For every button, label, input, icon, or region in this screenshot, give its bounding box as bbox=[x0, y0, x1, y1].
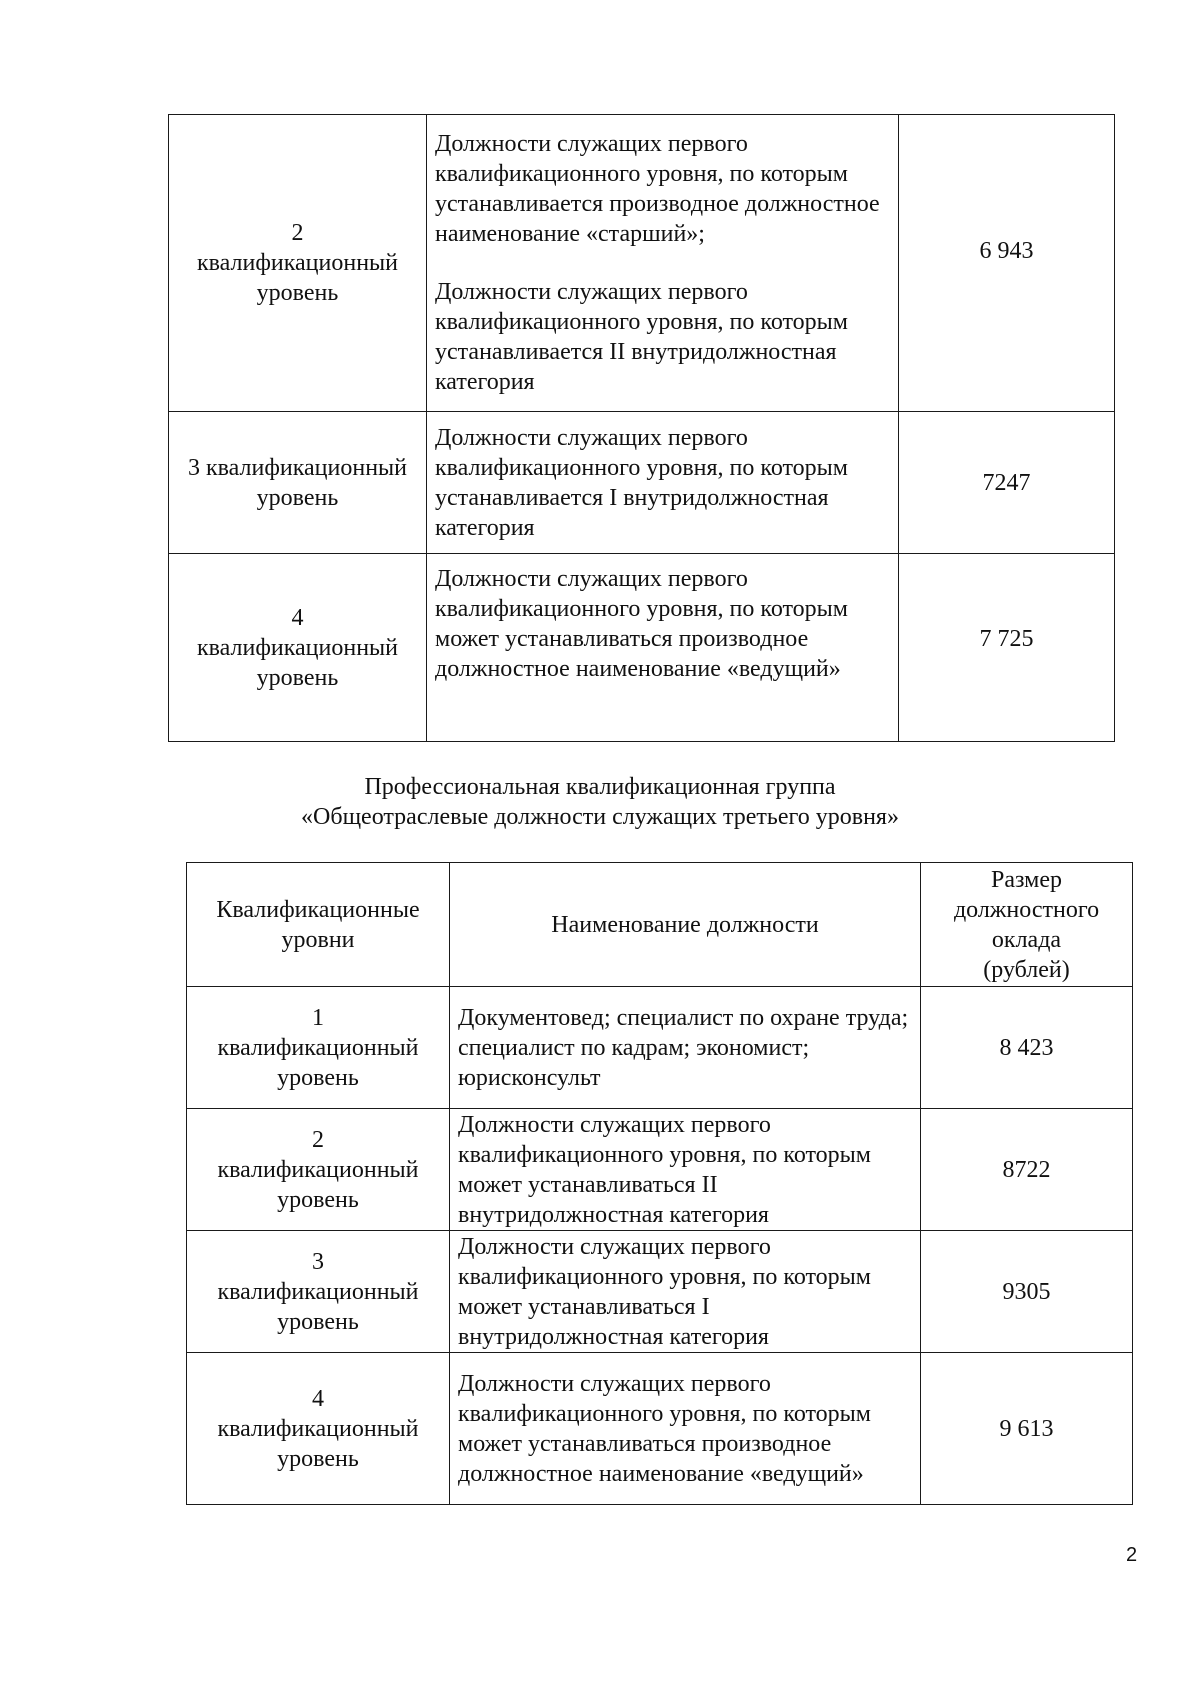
table-row bbox=[187, 1231, 1133, 1353]
table-row bbox=[169, 115, 1115, 412]
level-suffix: уровень bbox=[256, 664, 339, 691]
position-description-cell bbox=[427, 554, 899, 742]
level-cell bbox=[169, 115, 427, 412]
level-word: квалификационный bbox=[217, 1034, 419, 1061]
level-word: квалификационный bbox=[217, 1415, 419, 1442]
level-cell bbox=[169, 412, 427, 554]
level-number: 4 bbox=[291, 604, 304, 631]
level-cell bbox=[187, 1231, 450, 1353]
salary-amount: 9 613 bbox=[921, 1353, 1133, 1505]
level-cell bbox=[169, 554, 427, 742]
level-word: квалификационный bbox=[217, 1278, 419, 1305]
section-heading-line-1: Профессиональная квалификационная группа bbox=[364, 774, 836, 800]
column-header-levels: Квалификационные уровни bbox=[187, 863, 450, 987]
level-suffix: уровень bbox=[277, 1445, 359, 1472]
salary-table-first-level bbox=[168, 114, 1115, 742]
level-word: квалификационный bbox=[196, 250, 399, 276]
table-row bbox=[169, 554, 1115, 742]
salary-amount: 8722 bbox=[921, 1109, 1133, 1231]
position-description-cell bbox=[427, 115, 899, 412]
level-number: 2 bbox=[291, 220, 304, 246]
level-suffix: уровень bbox=[277, 1064, 359, 1091]
position-description: Документовед; специалист по охране труда; специалист по кадрам; экономист; юрисконсульт bbox=[450, 987, 921, 1109]
position-description: Должности служащих первого квалификационного уровня, по которым может устанавливаться I внутридолжностная категория bbox=[450, 1231, 921, 1353]
level-word: 3 квалификационный bbox=[187, 454, 408, 481]
level-suffix: уровень bbox=[277, 1186, 359, 1213]
position-description: Должности служащих первого квалификационного уровня, по которым устанавливается II внутридолжностная категория bbox=[435, 279, 848, 395]
level-number: 1 bbox=[312, 1004, 324, 1031]
salary-amount: 6 943 bbox=[899, 115, 1115, 412]
table-row bbox=[187, 1353, 1133, 1505]
level-suffix: уровень bbox=[277, 1308, 359, 1335]
section-heading-line-2: «Общеотраслевые должности служащих третьего уровня» bbox=[301, 804, 899, 830]
table-row bbox=[187, 987, 1133, 1109]
level-number: 4 bbox=[312, 1385, 324, 1412]
column-header-salary: Размер должностного оклада (рублей) bbox=[921, 863, 1133, 987]
salary-amount: 8 423 bbox=[921, 987, 1133, 1109]
salary-amount: 7247 bbox=[899, 412, 1115, 554]
column-header-position: Наименование должности bbox=[450, 863, 921, 987]
page-number: 2 bbox=[1126, 1544, 1138, 1566]
position-description: Должности служащих первого квалификационного уровня, по которым может устанавливаться производное должностное наименование «ведущий» bbox=[435, 566, 848, 682]
level-number: 3 bbox=[312, 1248, 324, 1275]
level-cell bbox=[187, 987, 450, 1109]
level-number: 2 bbox=[312, 1126, 324, 1153]
level-cell bbox=[187, 1353, 450, 1505]
position-description-cell bbox=[427, 412, 899, 554]
salary-table-third-level bbox=[186, 862, 1133, 1505]
position-description: Должности служащих первого квалификационного уровня, по которым может устанавливаться II внутридолжностная категория bbox=[450, 1109, 921, 1231]
salary-amount: 7 725 bbox=[899, 554, 1115, 742]
table-row bbox=[187, 1109, 1133, 1231]
position-description: Должности служащих первого квалификационного уровня, по которым устанавливается I внутридолжностная категория bbox=[435, 424, 848, 541]
table-header-row bbox=[187, 863, 1133, 987]
level-cell bbox=[187, 1109, 450, 1231]
level-suffix: уровень bbox=[256, 484, 339, 511]
level-word: квалификационный bbox=[217, 1156, 419, 1183]
level-suffix: уровень bbox=[256, 280, 339, 306]
salary-amount: 9305 bbox=[921, 1231, 1133, 1353]
level-word: квалификационный bbox=[196, 634, 399, 661]
table-row bbox=[169, 412, 1115, 554]
position-description: Должности служащих первого квалификационного уровня, по которым устанавливается производное должностное наименование «старший»; bbox=[435, 131, 880, 247]
position-description: Должности служащих первого квалификационного уровня, по которым может устанавливаться производное должностное наименование «ведущий» bbox=[450, 1353, 921, 1505]
